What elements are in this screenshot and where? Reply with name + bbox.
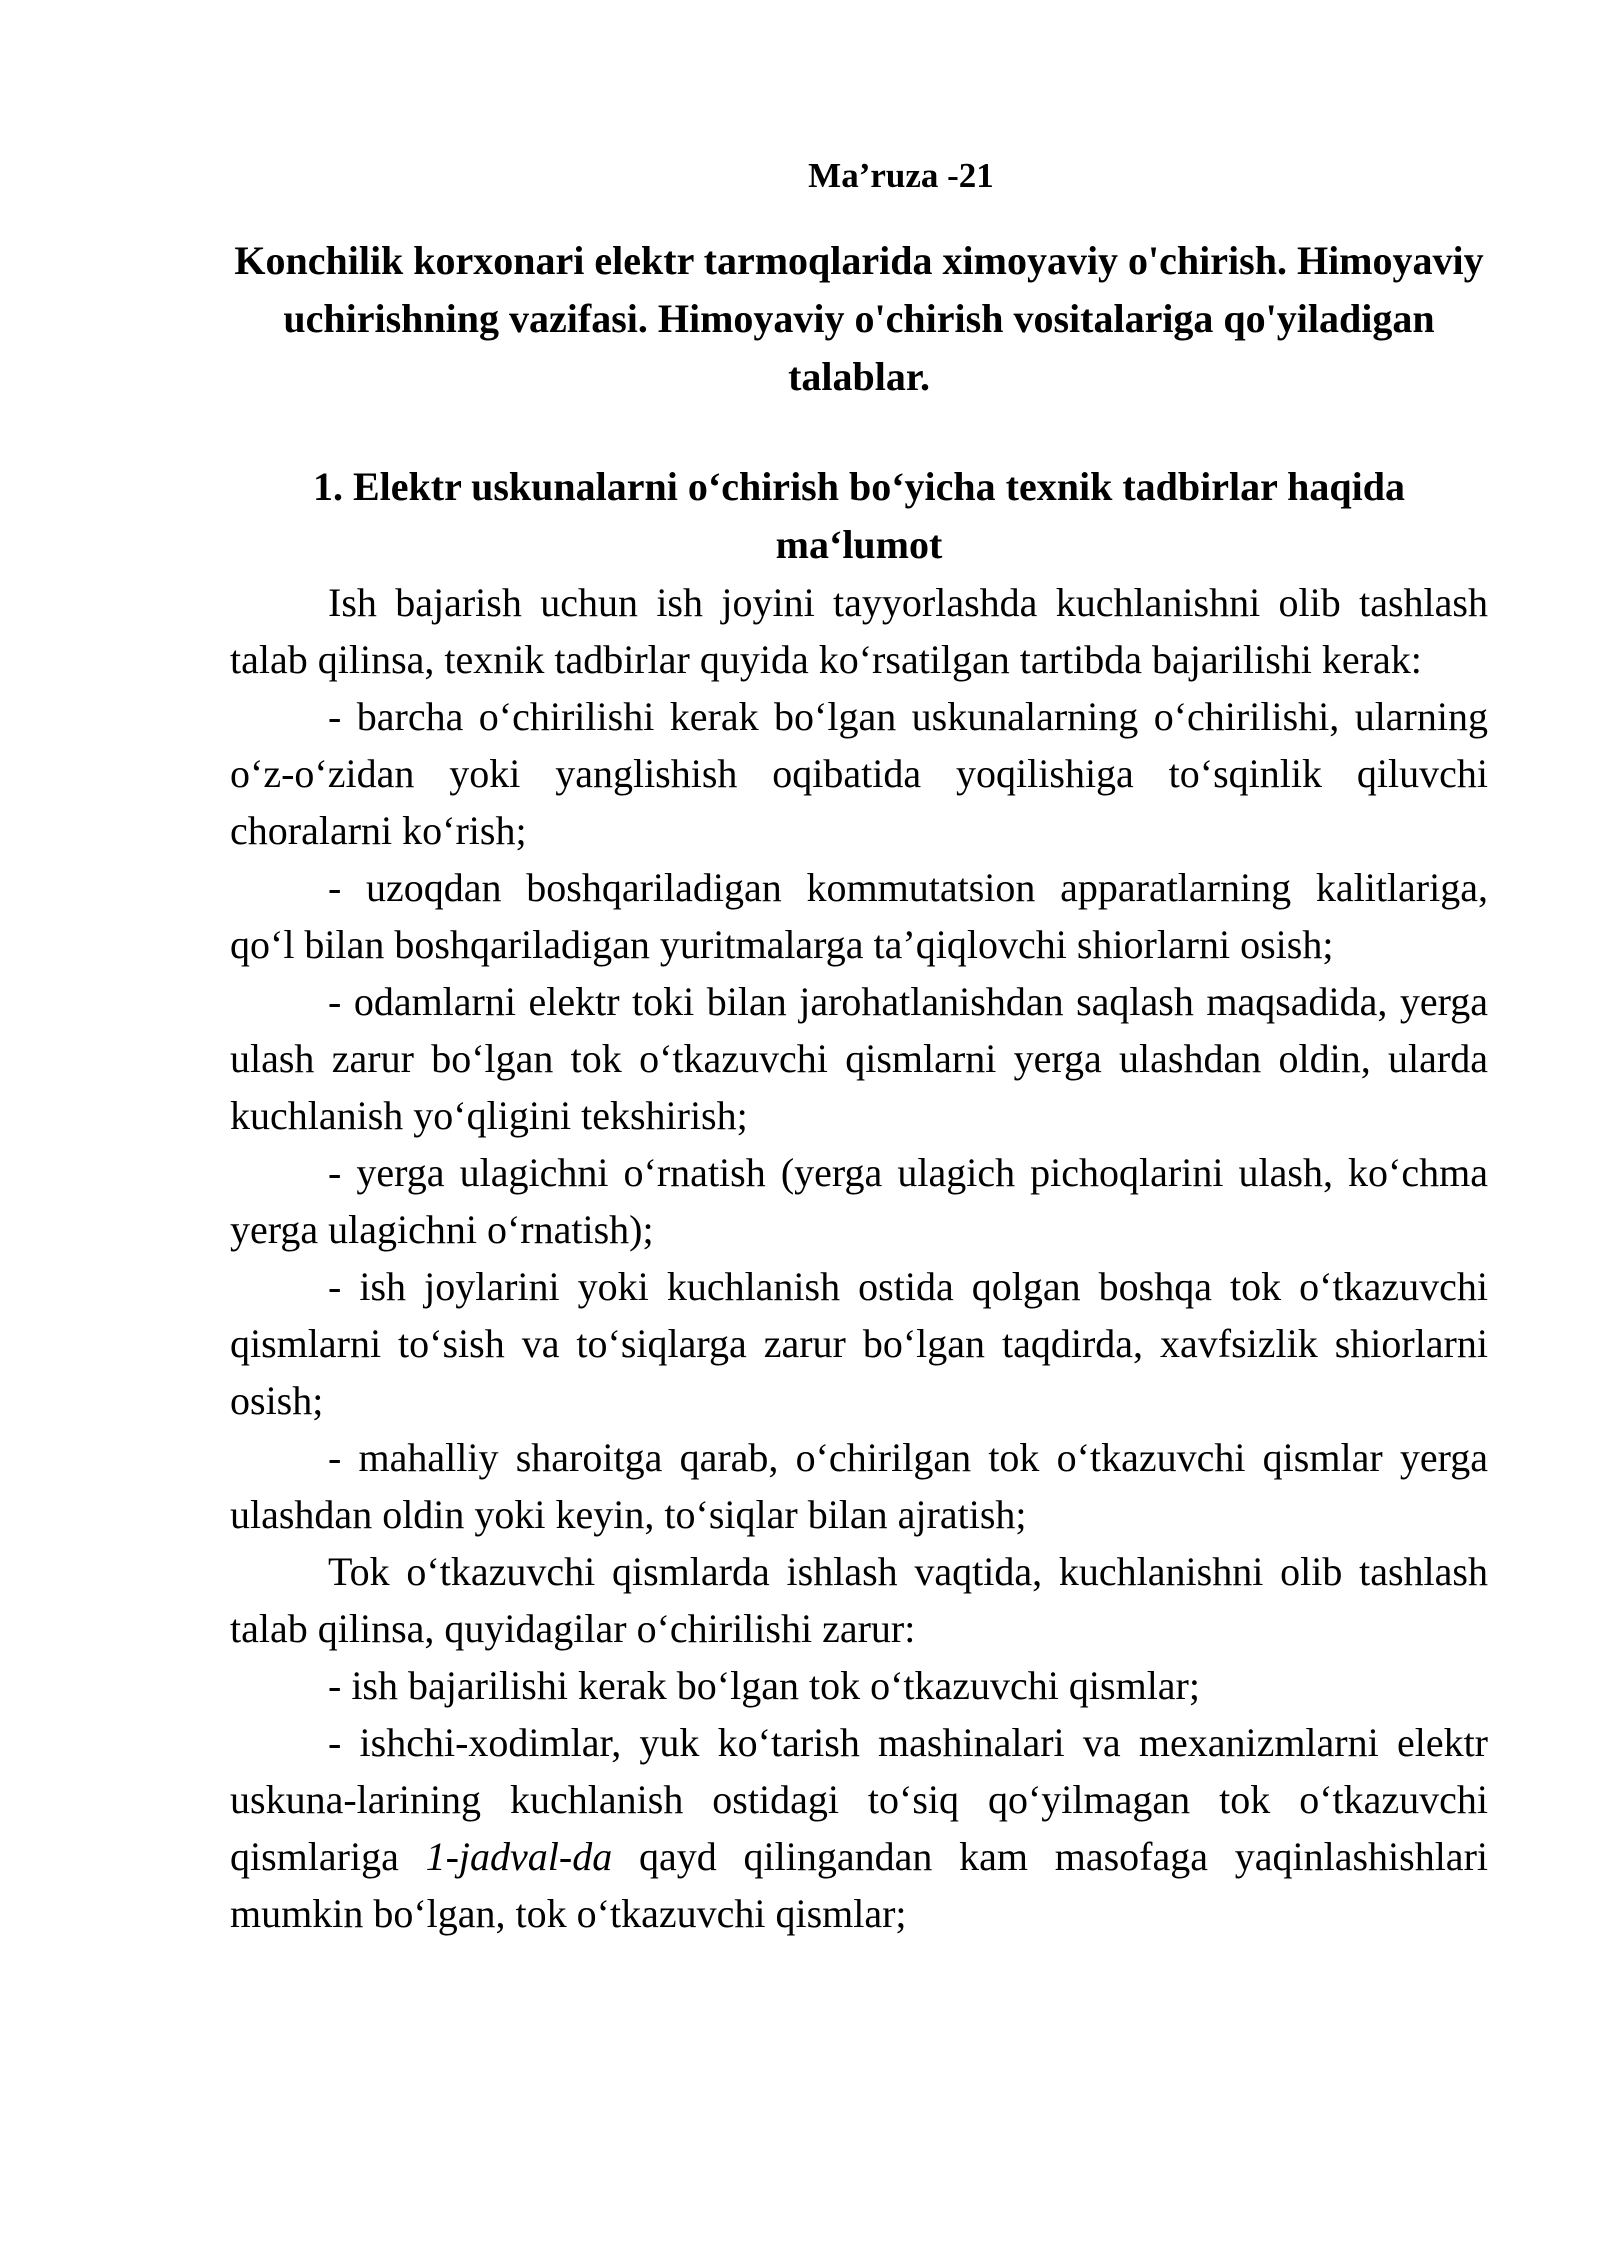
lecture-number: Ma’ruza -21 (808, 156, 994, 195)
list-item: - ish joylarini yoki kuchlanish ostida qolgan boshqa tok o‘tkazuvchi qismlarni to‘sish va to‘siqlarga zarur bo‘lgan taqdirda, xavfsizlik shiorlarni osish; (230, 1264, 1488, 1423)
list-item: - uzoqdan boshqariladigan kommutatsion apparatlarning kalitlariga, qo‘l bilan boshqariladigan yuritmalarga ta’qiqlovchi shiorlarni osish; (230, 865, 1488, 967)
list-item (230, 1714, 1488, 1942)
table-reference: 1-jadval-da (425, 1834, 613, 1879)
text-segment: - ishchi-xodimlar, yuk ko‘tarish mashinalari va mexanizmlarni elektr uskuna-larining kuchlanish ostidagi to‘siq qo‘yilmagan tok o‘tkazuvchi qismlariga (230, 1720, 1488, 1879)
paragraph: Ish bajarish uchun ish joyini tayyorlashda kuchlanishni olib tashlash talab qilinsa, texnik tadbirlar quyida ko‘rsatilgan tartibda bajarilishi kerak: (230, 580, 1488, 682)
document-page (230, 148, 1488, 1942)
text-segment: qayd qilingandan kam masofaga yaqinlashishlari mumkin bo‘lgan, tok o‘tkazuvchi qismlar; (230, 1834, 1488, 1936)
list-item: - yerga ulagichni o‘rnatish (yerga ulagich pichoqlarini ulash, ko‘chma yerga ulagichni o‘rnatish); (230, 1150, 1488, 1252)
list-item: - ish bajarilishi kerak bo‘lgan tok o‘tkazuvchi qismlar; (328, 1663, 1200, 1708)
list-item: - barcha o‘chirilishi kerak bo‘lgan uskunalarning o‘chirilishi, ularning o‘z-o‘zidan yoki yanglishish oqibatida yoqilishiga to‘sqinlik qiluvchi choralarni ko‘rish; (230, 694, 1488, 853)
list-item: - mahalliy sharoitga qarab, o‘chirilgan tok o‘tkazuvchi qismlar yerga ulashdan oldin yoki keyin, to‘siqlar bilan ajratish; (230, 1435, 1488, 1537)
section-title: 1. Elektr uskunalarni o‘chirish bo‘yicha texnik tadbirlar haqida ma‘lumot (312, 464, 1406, 567)
list-item: - odamlarni elektr toki bilan jarohatlanishdan saqlash maqsadida, yerga ulash zarur bo‘lgan tok o‘tkazuvchi qismlarni yerga ulashdan oldin, ularda kuchlanish yo‘qligini tekshirish; (230, 979, 1488, 1138)
paragraph: Tok o‘tkazuvchi qismlarda ishlash vaqtida, kuchlanishni olib tashlash talab qilinsa, quyidagilar o‘chirilishi zarur: (230, 1549, 1488, 1651)
main-title: Konchilik korxonari elektr tarmoqlarida ximoyaviy o'chirish. Himoyaviy uchirishning vazifasi. Himoyaviy o'chirish vositalariga qo'yiladigan talablar. (234, 238, 1484, 399)
